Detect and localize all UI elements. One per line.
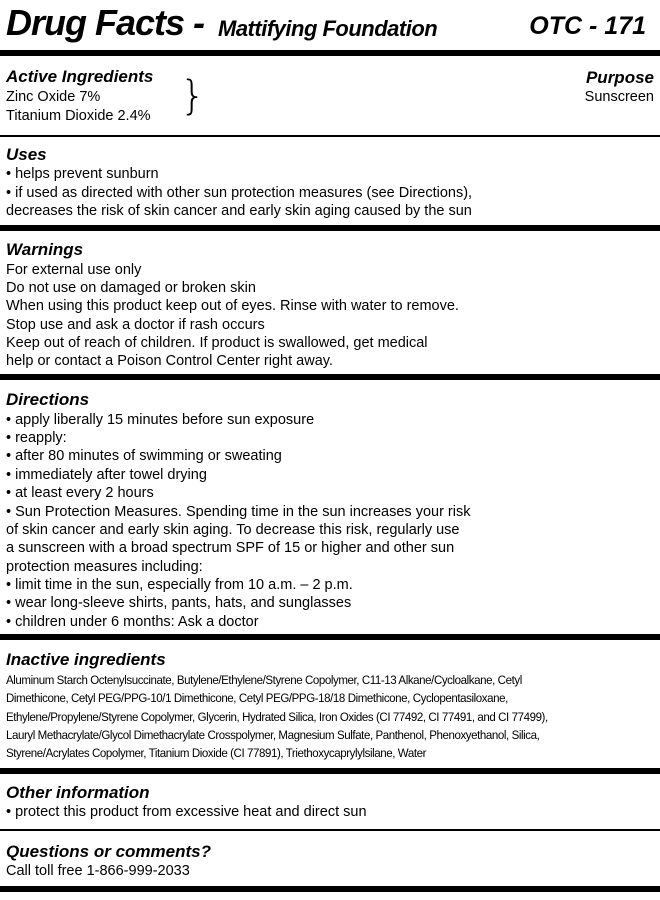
header: [0, 0, 660, 52]
divider-bar: [0, 886, 660, 892]
divider-bar: [0, 374, 660, 380]
active-ingredients-heading: Active Ingredients: [6, 67, 154, 86]
directions-line: protection measures including:: [6, 559, 203, 575]
questions-heading: Questions or comments?: [6, 842, 211, 861]
divider-bar: [0, 225, 660, 231]
inactive-ingredients-line: Styrene/Acrylates Copolymer, Titanium Dioxide (CI 77891), Triethoxycaprylylsilane, Water: [6, 746, 427, 760]
uses-line: • if used as directed with other sun protection measures (see Directions),: [6, 185, 473, 201]
inactive-ingredients-line: Lauryl Methacrylate/Glycol Dimethacrylate Crosspolymer, Magnesium Sulfate, Panthenol, Phenoxyethanol, Silica,: [6, 728, 540, 742]
divider-line: [0, 135, 660, 137]
warnings-line: When using this product keep out of eyes. Rinse with water to remove.: [6, 298, 459, 314]
questions-line: Call toll free 1-866-999-2033: [6, 863, 190, 879]
divider-bar: [0, 634, 660, 640]
directions-line: • children under 6 months: Ask a doctor: [6, 614, 259, 630]
otc-code: OTC - 171: [529, 12, 646, 40]
active-ingredient-item: Titanium Dioxide 2.4%: [6, 108, 151, 124]
uses-line: • helps prevent sunburn: [6, 166, 159, 182]
directions-line: • wear long-sleeve shirts, pants, hats, and sunglasses: [6, 595, 352, 611]
warnings-line: help or contact a Poison Control Center right away.: [6, 353, 333, 369]
directions-line: of skin cancer and early skin aging. To decrease this risk, regularly use: [6, 522, 460, 538]
directions-line: • limit time in the sun, especially from 10 a.m. – 2 p.m.: [6, 577, 353, 593]
divider-line: [0, 829, 660, 831]
divider-bar: [0, 768, 660, 774]
divider-bar: [0, 50, 660, 56]
warnings-line: For external use only: [6, 262, 142, 278]
inactive-ingredients-line: Aluminum Starch Octenylsuccinate, Butylene/Ethylene/Styrene Copolymer, C11-13 Alkane/Cycloalkane, Cetyl: [6, 673, 522, 687]
directions-line: • at least every 2 hours: [6, 485, 154, 501]
uses-line: decreases the risk of skin cancer and early skin aging caused by the sun: [6, 203, 472, 219]
product-name: Mattifying Foundation: [218, 16, 438, 41]
directions-line: • apply liberally 15 minutes before sun exposure: [6, 412, 315, 428]
purpose-heading: Purpose: [585, 68, 654, 87]
purpose-value: Sunscreen: [584, 89, 654, 105]
inactive-ingredients-heading: Inactive ingredients: [6, 650, 166, 669]
other-information-line: • protect this product from excessive heat and direct sun: [6, 804, 367, 820]
active-ingredient-item: Zinc Oxide 7%: [6, 89, 101, 105]
other-information-heading: Other information: [6, 783, 150, 802]
directions-line: • reapply:: [6, 430, 67, 446]
directions-heading: Directions: [6, 390, 90, 409]
uses-heading: Uses: [6, 145, 47, 164]
bracket-symbol: }: [180, 73, 206, 119]
warnings-line: Stop use and ask a doctor if rash occurs: [6, 317, 265, 333]
warnings-heading: Warnings: [6, 240, 84, 259]
warnings-line: Keep out of reach of children. If product is swallowed, get medical: [6, 335, 428, 351]
warnings-line: Do not use on damaged or broken skin: [6, 280, 256, 296]
directions-line: • Sun Protection Measures. Spending time in the sun increases your risk: [6, 504, 471, 520]
page-title: Drug Facts -: [6, 2, 205, 43]
directions-line: a sunscreen with a broad spectrum SPF of 15 or higher and other sun: [6, 540, 455, 556]
directions-line: • immediately after towel drying: [6, 467, 207, 483]
inactive-ingredients-line: Ethylene/Propylene/Styrene Copolymer, Glycerin, Hydrated Silica, Iron Oxides (CI 77492, CI 77491, and CI 77499),: [6, 710, 548, 724]
inactive-ingredients-line: Dimethicone, Cetyl PEG/PPG-10/1 Dimethicone, Cetyl PEG/PPG-18/18 Dimethicone, Cyclopentasiloxane,: [6, 691, 508, 705]
directions-line: • after 80 minutes of swimming or sweating: [6, 448, 282, 464]
